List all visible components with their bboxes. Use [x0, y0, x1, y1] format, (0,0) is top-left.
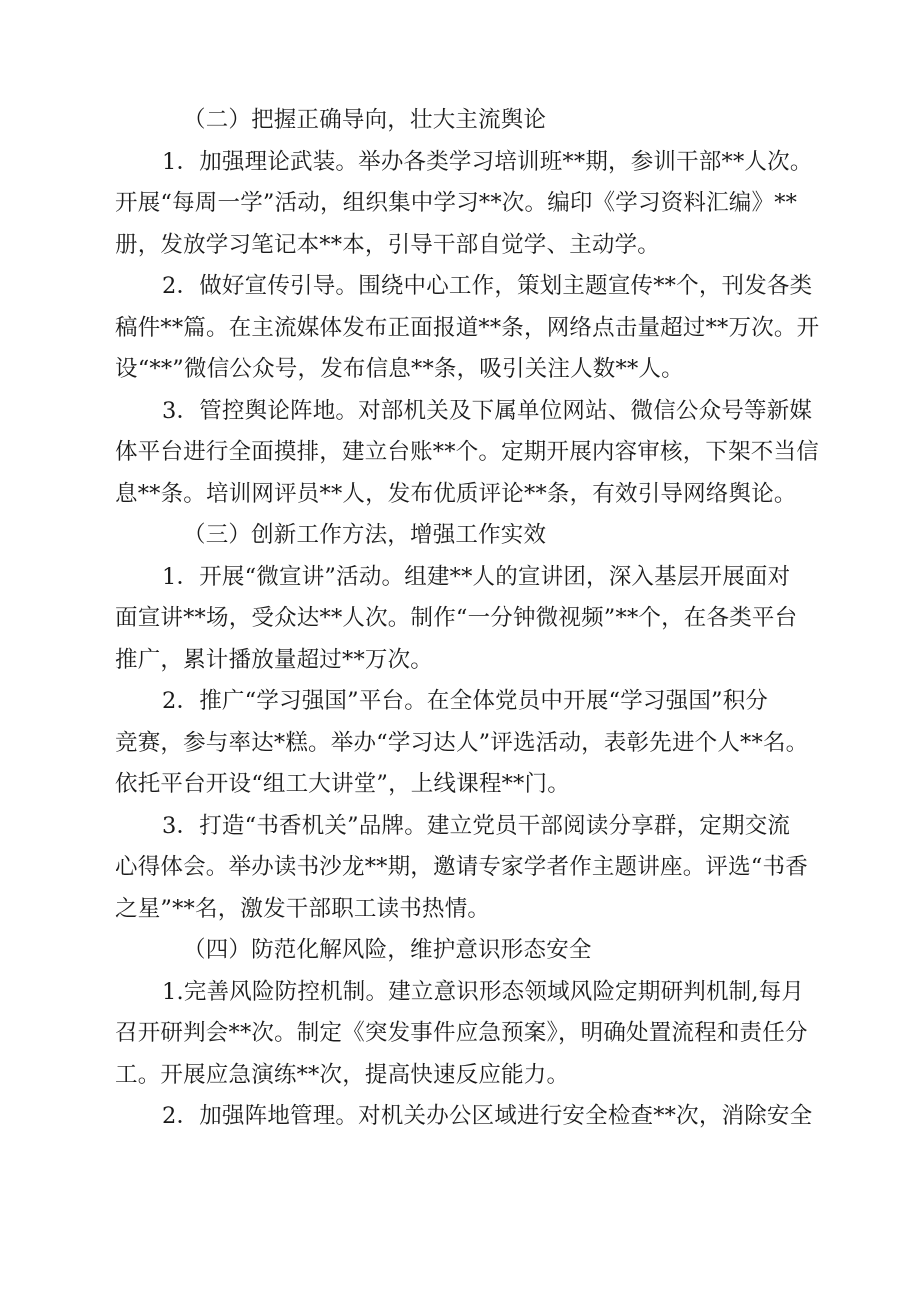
paragraph-line: 之星”**名，激发干部职工读书热情。: [115, 895, 491, 922]
paragraph-line: 息**条。培训网评员**人，发布优质评论**条，有效引导网络舆论。: [115, 480, 797, 507]
paragraph-line: 1．开展“微宣讲”活动。组建**人的宣讲团，深入基层开展面对: [162, 563, 791, 590]
paragraph-line: 推广，累计播放量超过**万次。: [115, 646, 434, 673]
paragraph-line: 面宣讲**场，受众达**人次。制作“一分钟微视频”**个，在各类平台: [115, 605, 798, 631]
section-heading-3: （三）创新工作方法，增强工作实效: [183, 522, 547, 548]
paragraph-line: 设“**”微信公众号，发布信息**条，吸引关注人数**人。: [115, 356, 684, 382]
paragraph-line: 开展“每周一学”活动，组织集中学习**次。编印《学习资料汇编》**: [115, 190, 798, 216]
paragraph-line: 召开研判会**次。制定《突发事件应急预案》，明确处置流程和责任分: [115, 1020, 808, 1046]
paragraph-line: 依托平台开设“组工大讲堂”，上线课程**门。: [115, 771, 570, 797]
paragraph-line: 2．推广“学习强国”平台。在全体党员中开展“学习强国”积分: [162, 688, 769, 714]
paragraph-line: 3．管控舆论阵地。对部机关及下属单位网站、微信公众号等新媒: [162, 397, 813, 424]
paragraph-line: 工。开展应急演练**次，提高快速反应能力。: [115, 1061, 570, 1088]
paragraph-line: 稿件**篇。在主流媒体发布正面报道**条，网络点击量超过**万次。开: [115, 314, 820, 341]
document-body: [115, 100, 835, 1138]
section-heading-2: （二）把握正确导向，壮大主流舆论: [183, 107, 547, 133]
paragraph-line: 2．做好宣传引导。围绕中心工作，策划主题宣传**个，刊发各类: [162, 273, 813, 299]
paragraph-line: 册，发放学习笔记本**本，引导干部自觉学、主动学。: [115, 231, 661, 258]
paragraph-line: 2．加强阵地管理。对机关办公区域进行安全检查**次，消除安全: [162, 1103, 813, 1129]
paragraph-line: 1.完善风险防控机制。建立意识形态领域风险定期研判机制,每月: [162, 978, 805, 1005]
section-heading-4: （四）防范化解风险，维护意识形态安全: [183, 937, 592, 963]
paragraph-line: 心得体会。举办读书沙龙**期，邀请专家学者作主题讲座。评选“书香: [115, 854, 808, 880]
paragraph-line: 1．加强理论武装。举办各类学习培训班**期，参训干部**人次。: [162, 148, 813, 175]
paragraph-line: 3．打造“书香机关”品牌。建立党员干部阅读分享群，定期交流: [162, 812, 791, 839]
paragraph-line: 竞赛，参与率达*糕。举办“学习达人”评选活动，表彰先进个人**名。: [115, 729, 809, 756]
paragraph-line: 体平台进行全面摸排，建立台账**个。定期开展内容审核，下架不当信: [115, 439, 819, 465]
